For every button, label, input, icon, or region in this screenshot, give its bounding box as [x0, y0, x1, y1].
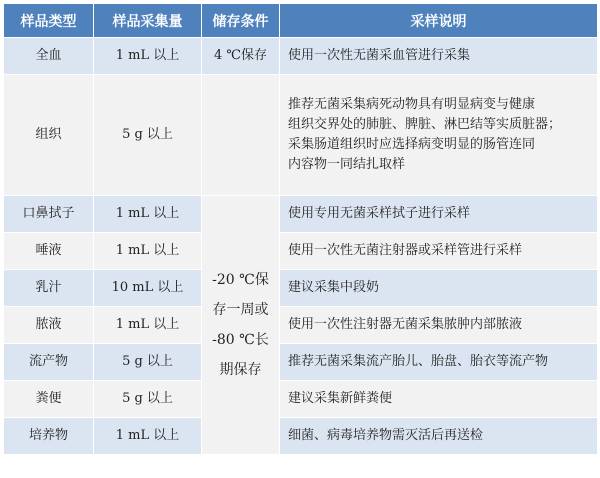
sample-type-cell: 乳汁: [4, 270, 94, 307]
sampling-notes-cell: [280, 381, 598, 418]
notes-line: 推荐无菌采集病死动物具有明显病变与健康: [288, 97, 536, 112]
storage-line: -80 ℃长: [212, 332, 269, 348]
sample-type-cell: 粪便: [4, 381, 94, 418]
sampling-notes-cell: [280, 233, 598, 270]
sample-amount-cell: 5 g 以上: [94, 381, 202, 418]
sample-amount-cell: 1 mL 以上: [94, 233, 202, 270]
notes-line: 使用专用无菌采样拭子进行采样: [288, 206, 471, 221]
sample-table-container: [3, 3, 597, 455]
sample-amount-cell: 10 mL 以上: [94, 270, 202, 307]
notes-line: 建议采集中段奶: [288, 280, 380, 295]
sample-type-cell: 组织: [4, 75, 94, 196]
table-row: [4, 381, 598, 418]
sample-collection-table: [3, 3, 598, 455]
sample-amount-cell: 1 mL 以上: [94, 307, 202, 344]
sample-amount-cell: 1 mL 以上: [94, 38, 202, 75]
sampling-notes-cell: [280, 418, 598, 455]
sampling-notes-cell: [280, 38, 598, 75]
table-row: [4, 75, 598, 196]
header-sampling-notes: 采样说明: [280, 4, 598, 38]
sample-type-cell: 唾液: [4, 233, 94, 270]
header-sample-amount: 样品采集量: [94, 4, 202, 38]
notes-line: 细菌、病毒培养物需灭活后再送检: [288, 428, 484, 443]
sample-type-cell: 流产物: [4, 344, 94, 381]
notes-line: 组织交界处的肺脏、脾脏、淋巴结等实质脏器；: [288, 117, 562, 132]
notes-line: 推荐无菌采集流产胎儿、胎盘、胎衣等流产物: [288, 354, 549, 369]
sample-type-cell: 脓液: [4, 307, 94, 344]
notes-line: 建议采集新鲜粪便: [288, 391, 393, 406]
table-row: [4, 196, 598, 233]
header-storage-condition: 储存条件: [202, 4, 280, 38]
header-sample-type: 样品类型: [4, 4, 94, 38]
sample-amount-cell: 1 mL 以上: [94, 418, 202, 455]
notes-line: 使用一次性注射器无菌采集脓肿内部脓液: [288, 317, 523, 332]
sample-amount-cell: 5 g 以上: [94, 75, 202, 196]
sampling-notes-cell: [280, 75, 598, 196]
notes-line: 采集肠道组织时应选择病变明显的肠管连同: [288, 137, 536, 152]
storage-line: 期保存: [219, 362, 262, 378]
notes-line: 内容物一同结扎取样: [288, 157, 406, 172]
table-row: [4, 233, 598, 270]
table-row: [4, 38, 598, 75]
sample-amount-cell: 1 mL 以上: [94, 196, 202, 233]
table-row: [4, 344, 598, 381]
merged-storage-condition-cell: [202, 196, 280, 455]
sampling-notes-cell: [280, 270, 598, 307]
notes-line: 使用一次性无菌采血管进行采集: [288, 48, 471, 63]
storage-condition-cell: 4 ℃保存: [202, 38, 280, 75]
storage-line: 存一周或: [212, 302, 269, 318]
sample-amount-cell: 5 g 以上: [94, 344, 202, 381]
sample-type-cell: 全血: [4, 38, 94, 75]
sample-type-cell: 培养物: [4, 418, 94, 455]
storage-condition-cell: [202, 75, 280, 196]
sampling-notes-cell: [280, 307, 598, 344]
storage-line: -20 ℃保: [212, 272, 269, 288]
sampling-notes-cell: [280, 196, 598, 233]
table-row: [4, 418, 598, 455]
notes-line: 使用一次性无菌注射器或采样管进行采样: [288, 243, 523, 258]
table-row: [4, 270, 598, 307]
sample-type-cell: 口鼻拭子: [4, 196, 94, 233]
table-row: [4, 307, 598, 344]
table-header-row: [4, 4, 598, 38]
sampling-notes-cell: [280, 344, 598, 381]
